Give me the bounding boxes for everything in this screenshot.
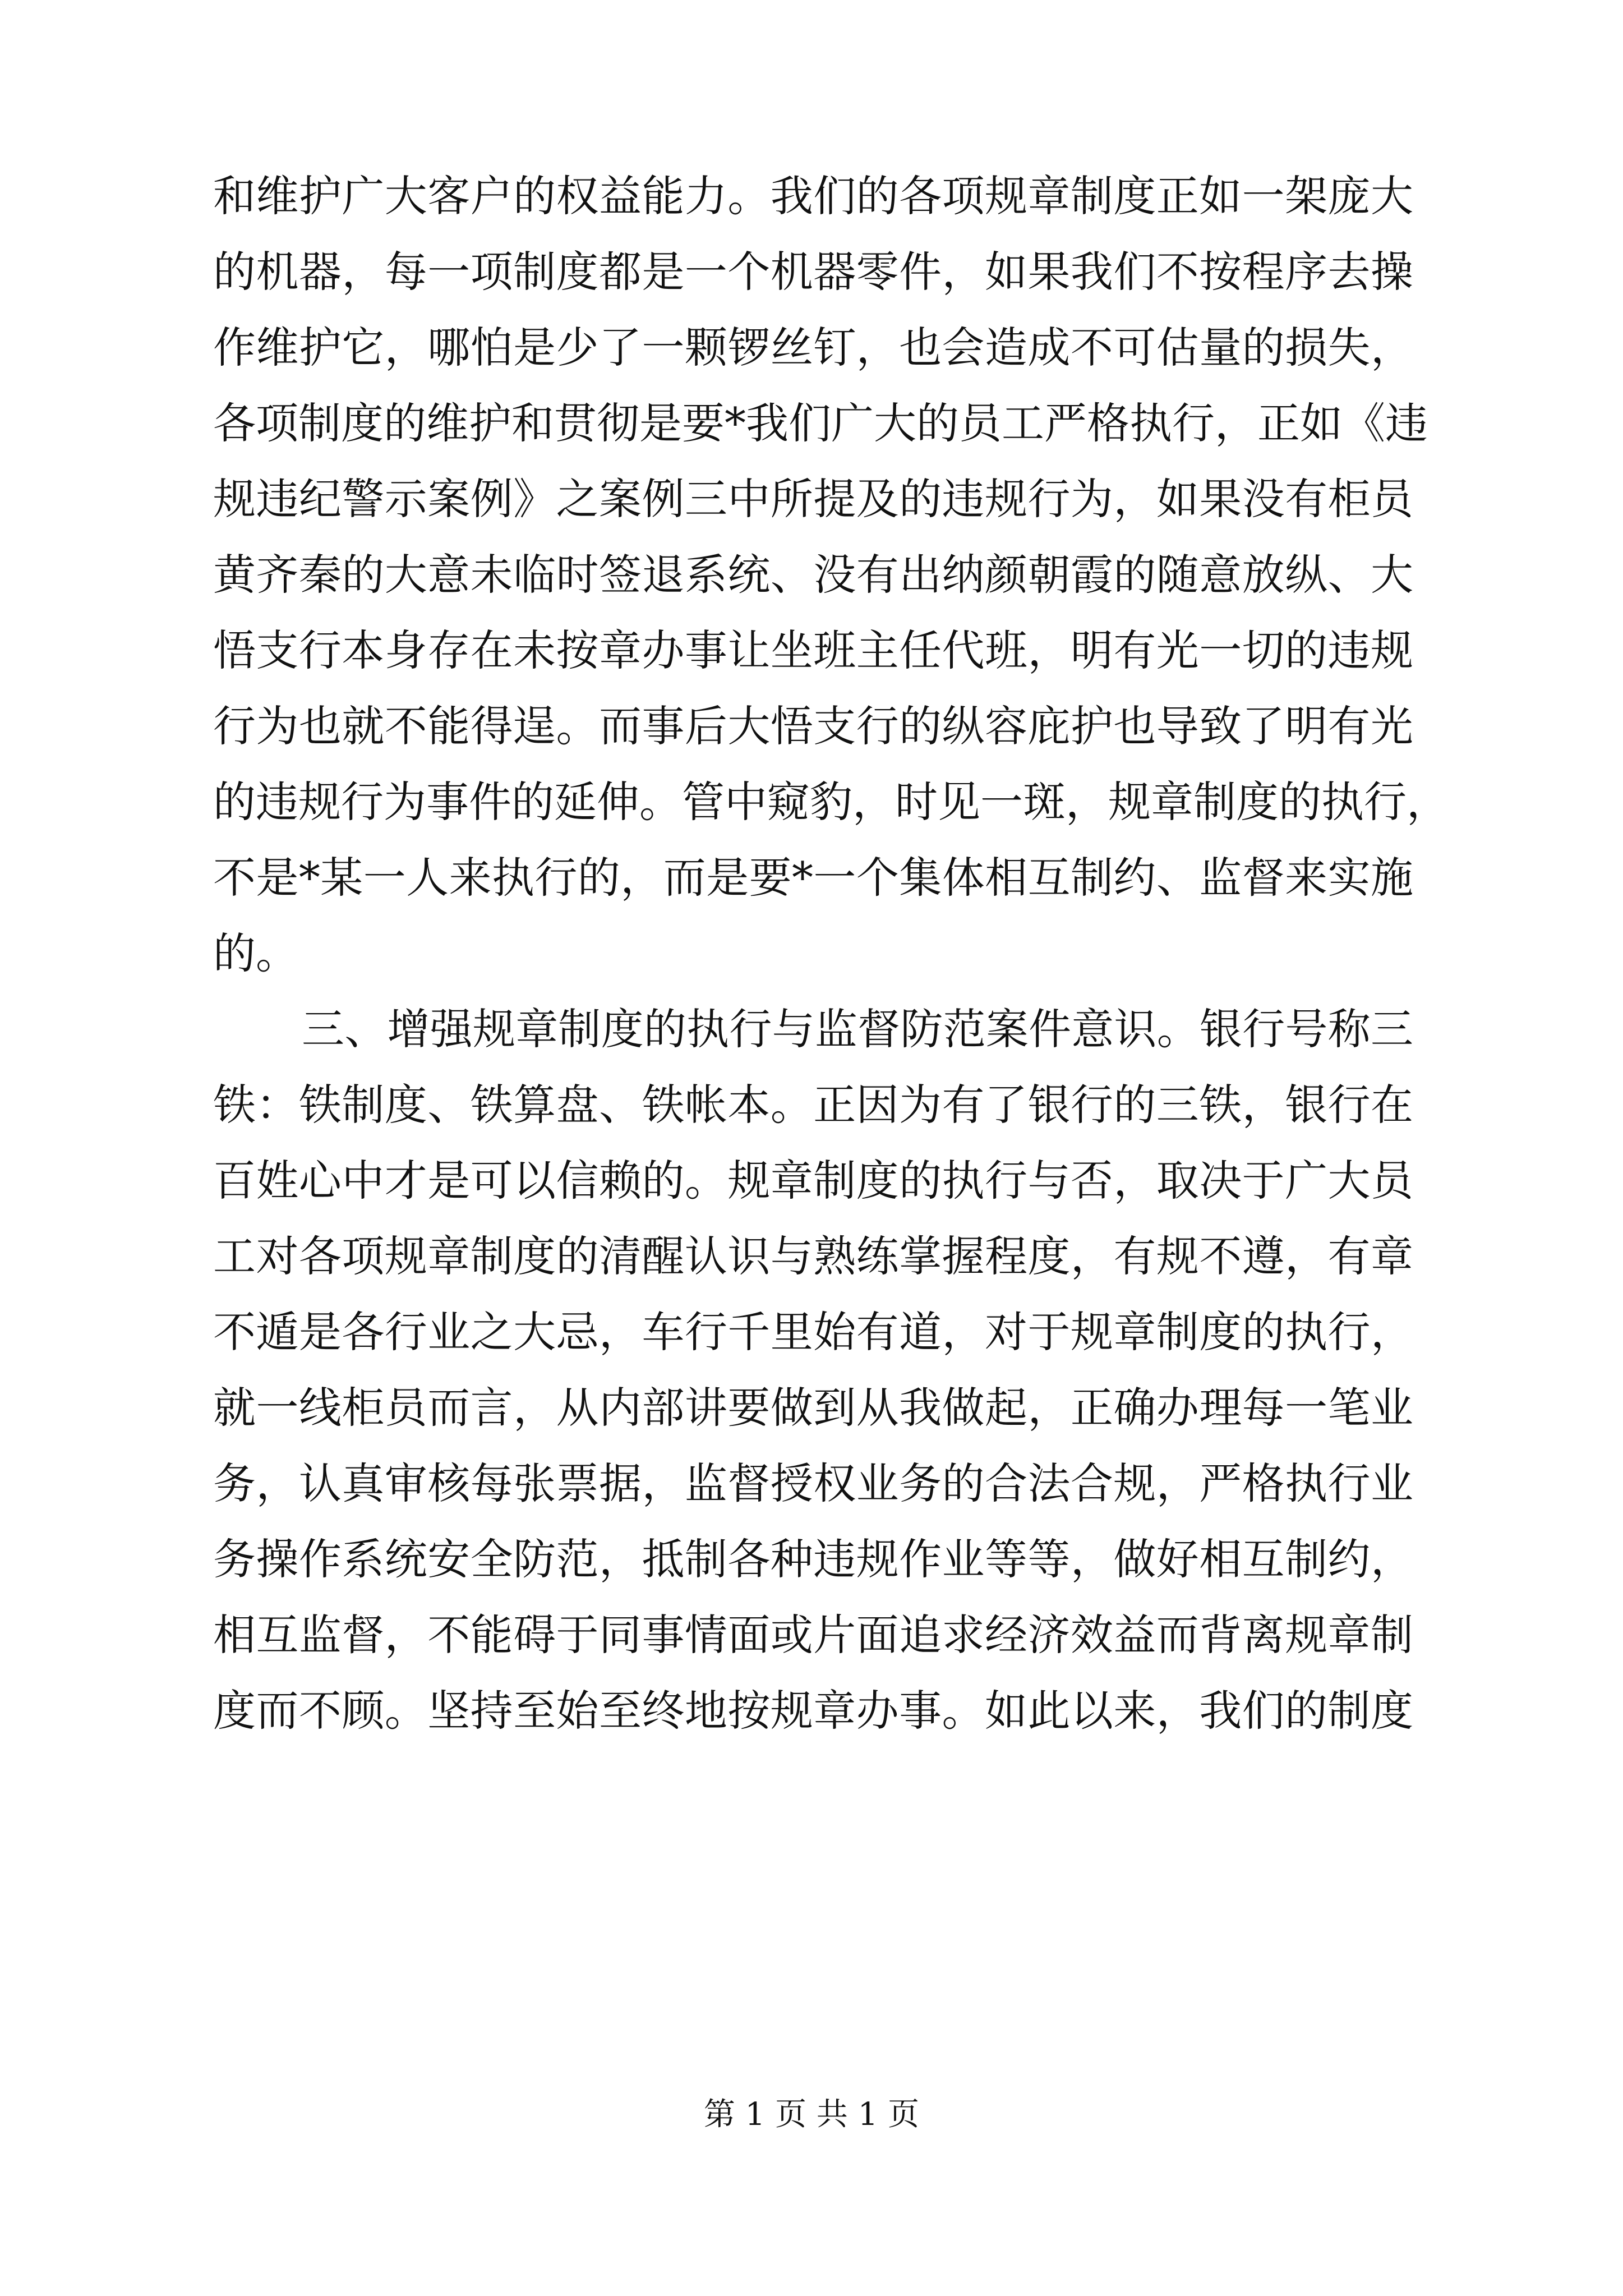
text-line-16: 不遁是各行业之大忌，车行千里始有道，对于规章制度的执行， <box>213 1307 1413 1357</box>
text-line-6: 黄齐秦的大意未临时签退系统、没有出纳颜朝霞的随意放纵、大 <box>213 550 1413 600</box>
text-line-12: 三、增强规章制度的执行与监督防范案件意识。银行号称三 <box>302 1004 1413 1054</box>
text-line-4: 各项制度的维护和贯彻是要*我们广大的员工严格执行，正如《违 <box>213 398 1428 448</box>
text-line-1: 和维护广大客户的权益能力。我们的各项规章制度正如一架庞大 <box>213 171 1413 221</box>
text-line-15: 工对各项规章制度的清醒认识与熟练掌握程度，有规不遵，有章 <box>213 1231 1413 1281</box>
text-line-13: 铁：铁制度、铁算盘、铁帐本。正因为有了银行的三铁，银行在 <box>213 1080 1413 1130</box>
text-line-3: 作维护它，哪怕是少了一颗锣丝钉，也会造成不可估量的损失， <box>213 323 1413 372</box>
text-line-18: 务，认真审核每张票据，监督授权业务的合法合规，严格执行业 <box>213 1458 1413 1508</box>
text-line-9: 的违规行为事件的延伸。管中窥豹，时见一斑，规章制度的执行， <box>213 777 1449 827</box>
text-line-17: 就一线柜员而言，从内部讲要做到从我做起，正确办理每一笔业 <box>213 1383 1413 1433</box>
text-line-11: 的。 <box>213 928 298 978</box>
text-line-2: 的机器，每一项制度都是一个机器零件，如果我们不按程序去操 <box>213 247 1413 297</box>
page-number-footer: 第 1 页 共 1 页 <box>703 2096 920 2133</box>
text-line-5: 规违纪警示案例》之案例三中所提及的违规行为，如果没有柜员 <box>213 474 1413 524</box>
text-line-7: 悟支行本身存在未按章办事让坐班主任代班，明有光一切的违规 <box>213 625 1413 675</box>
text-line-14: 百姓心中才是可以信赖的。规章制度的执行与否，取决于广大员 <box>213 1156 1413 1205</box>
text-line-21: 度而不顾。坚持至始至终地按规章办事。如此以来，我们的制度 <box>213 1686 1413 1736</box>
text-line-20: 相互监督，不能碍于同事情面或片面追求经济效益而背离规章制 <box>213 1610 1413 1660</box>
text-line-8: 行为也就不能得逞。而事后大悟支行的纵容庇护也导致了明有光 <box>213 701 1413 751</box>
text-line-10: 不是*某一人来执行的，而是要*一个集体相互制约、监督来实施 <box>213 853 1413 903</box>
text-line-19: 务操作系统安全防范，抵制各种违规作业等等，做好相互制约， <box>213 1534 1413 1584</box>
